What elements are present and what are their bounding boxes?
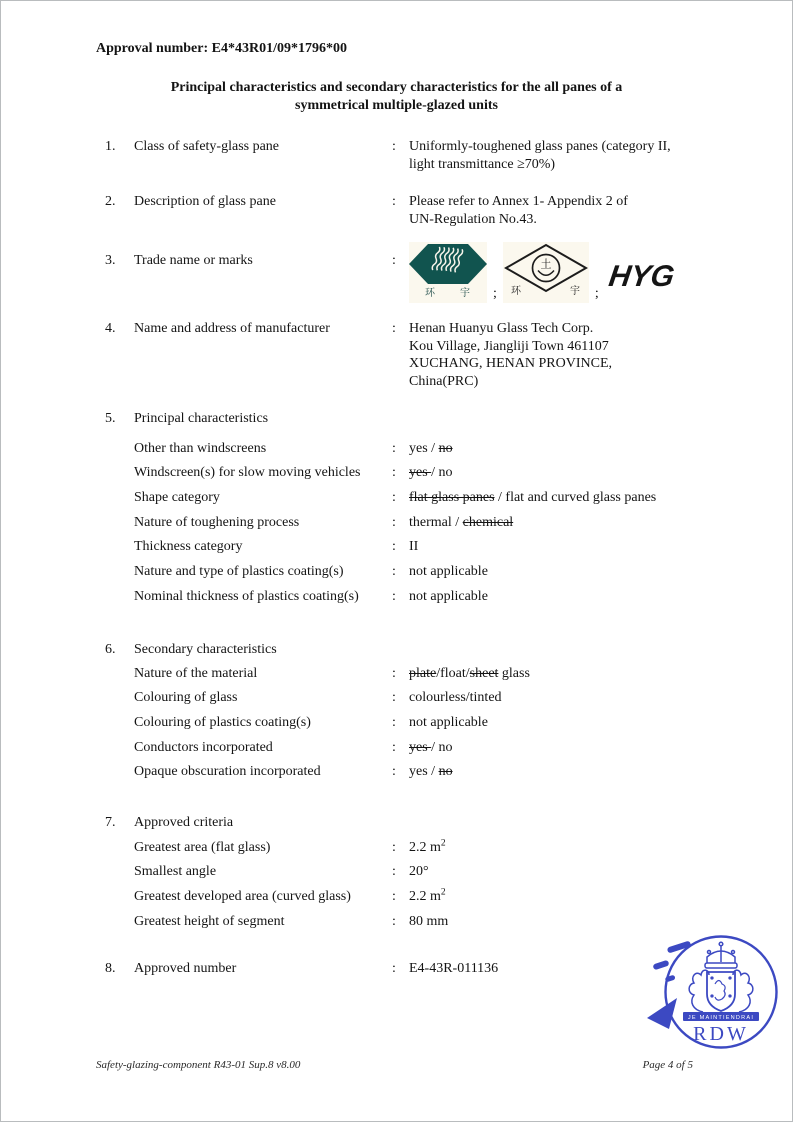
row-label: Nature of the material (134, 665, 258, 681)
hyg-logo: HYG (606, 260, 677, 293)
footer-page-number: Page 4 of 5 (642, 1059, 693, 1071)
char-row (105, 739, 530, 757)
colon: : (392, 714, 396, 730)
row-value: 20° (409, 864, 429, 880)
row-label: Smallest angle (134, 864, 217, 880)
row-value: colourless/tinted (409, 690, 502, 706)
section-number: 5. (105, 411, 116, 426)
colon: : (392, 588, 396, 604)
colon: : (392, 563, 396, 579)
item-value (409, 138, 695, 173)
row-label: Conductors incorporated (134, 739, 273, 755)
colon: : (392, 253, 396, 268)
row-value: not applicable (409, 714, 488, 730)
item-number: 2. (105, 194, 116, 209)
item-row-description (105, 193, 695, 228)
row-label: Windscreen(s) for slow moving vehicles (134, 465, 361, 481)
item-label: Approved number (134, 961, 237, 976)
colon: : (392, 690, 396, 706)
colon: : (392, 839, 396, 855)
row-label: Greatest area (flat glass) (134, 839, 271, 855)
page-title (1, 79, 792, 114)
char-row (105, 489, 656, 507)
section-number: 7. (105, 815, 116, 830)
item-number: 4. (105, 321, 116, 336)
diamond-trademark-icon (503, 242, 589, 303)
hexagon-trademark-icon (409, 242, 487, 303)
colon: : (392, 321, 396, 336)
section-title: Approved criteria (134, 815, 234, 830)
colon: : (392, 913, 396, 929)
value-line: Uniformly-toughened glass panes (category II, (409, 139, 671, 154)
item-number: 1. (105, 139, 116, 154)
row-value: 2.2 $m^2$ (409, 837, 446, 855)
item-row-class (105, 138, 695, 173)
stamp-org-label: RDW (693, 1023, 749, 1045)
row-value: yes / no (409, 739, 453, 755)
colon: : (392, 539, 396, 555)
section-number: 6. (105, 642, 116, 657)
section-principal-characteristics (105, 410, 656, 612)
item-row-trademarks (105, 252, 409, 270)
hexagon-caption-left: 环 (425, 288, 435, 298)
rdw-stamp-icon (643, 932, 793, 1067)
value-line: UN-Regulation No.43. (409, 211, 537, 227)
diamond-caption-left: 环 (510, 286, 521, 297)
char-row (105, 538, 656, 556)
item-label: Trade name or marks (134, 253, 253, 268)
row-label: Greatest developed area (curved glass) (134, 888, 351, 904)
diamond-center-glyph: 土 (540, 258, 552, 271)
item-label: Name and address of manufacturer (134, 321, 330, 336)
trademark-logos (409, 242, 677, 303)
row-label: Opaque obscuration incorporated (134, 764, 321, 780)
diamond-caption-right: 宇 (569, 286, 580, 297)
row-value: 80 mm (409, 913, 449, 929)
row-value: yes / no (409, 465, 453, 481)
approval-number: Approval number: E4*43R01/09*1796*00 (96, 41, 347, 56)
row-value: plate/float/sheet glass (409, 665, 530, 681)
item-label: Class of safety-glass pane (134, 139, 280, 154)
char-row (105, 913, 448, 931)
separator: ; (493, 286, 497, 301)
item-row-approved-number (105, 960, 695, 978)
char-row (105, 464, 656, 482)
value-line: XUCHANG, HENAN PROVINCE, (409, 356, 612, 371)
value-line: China(PRC) (409, 373, 479, 389)
char-row (105, 714, 530, 732)
footer-document-reference: Safety-glazing-component R43-01 Sup.8 v8.00 (96, 1059, 301, 1071)
char-row (105, 763, 530, 781)
row-label: Thickness category (134, 539, 243, 555)
row-value: 2.2 $m^2$ (409, 887, 446, 904)
row-label: Nominal thickness of plastics coating(s) (134, 588, 359, 604)
value-line: Henan Huanyu Glass Tech Corp. (409, 321, 594, 336)
item-label: Description of glass pane (134, 194, 276, 209)
item-value: E4-43R-011136 (409, 961, 499, 976)
row-label: Other than windscreens (134, 440, 267, 456)
item-value (409, 320, 695, 390)
colon: : (392, 489, 396, 505)
char-row (105, 689, 530, 707)
char-row (105, 563, 656, 581)
char-row (105, 440, 656, 458)
colon: : (392, 665, 396, 681)
item-number: 3. (105, 253, 116, 268)
row-value: yes / no (409, 440, 453, 456)
section-approved-criteria (105, 814, 448, 937)
colon: : (392, 465, 396, 481)
row-value: thermal / chemical (409, 514, 514, 530)
char-row (105, 588, 656, 606)
section-header (105, 641, 530, 659)
colon: : (392, 864, 396, 880)
item-row-manufacturer (105, 320, 695, 390)
row-label: Colouring of plastics coating(s) (134, 714, 311, 730)
stamp-motto: JE MAINTIENDRAI (687, 1014, 755, 1021)
row-value: not applicable (409, 588, 488, 604)
section-title: Principal characteristics (134, 411, 269, 426)
row-value: yes / no (409, 764, 453, 780)
row-value: flat glass panes / flat and curved glass panes (409, 489, 657, 505)
page-title-line-2: symmetrical multiple-glazed units (295, 97, 498, 113)
row-value: not applicable (409, 563, 488, 579)
row-value: II (409, 539, 419, 555)
row-label: Nature and type of plastics coating(s) (134, 563, 344, 579)
separator: ; (594, 286, 599, 301)
value-line: Kou Village, Jiangliji Town 461107 (409, 338, 609, 354)
colon: : (392, 739, 396, 755)
row-label: Colouring of glass (134, 690, 238, 706)
colon: : (392, 139, 396, 154)
colon: : (392, 764, 396, 780)
section-header (105, 410, 656, 428)
section-header (105, 814, 448, 832)
page-title-line-1: Principal characteristics and secondary characteristics for the all panes of a (170, 80, 623, 95)
char-row (105, 514, 656, 532)
char-row (105, 888, 448, 906)
row-label: Shape category (134, 489, 220, 505)
hexagon-caption-right: 宇 (460, 288, 470, 298)
char-row (105, 863, 448, 881)
section-title: Secondary characteristics (134, 642, 277, 657)
item-value (409, 193, 695, 228)
colon: : (392, 888, 396, 904)
item-number: 8. (105, 961, 116, 976)
colon: : (392, 440, 396, 456)
char-row (105, 665, 530, 683)
row-label: Greatest height of segment (134, 913, 285, 929)
colon: : (392, 961, 396, 976)
colon: : (392, 194, 396, 209)
value-line: light transmittance ≥70%) (409, 156, 556, 172)
section-secondary-characteristics (105, 641, 530, 788)
value-line: Please refer to Annex 1- Appendix 2 of (409, 194, 628, 209)
char-row (105, 839, 448, 857)
colon: : (392, 514, 396, 530)
row-label: Nature of toughening process (134, 514, 300, 530)
